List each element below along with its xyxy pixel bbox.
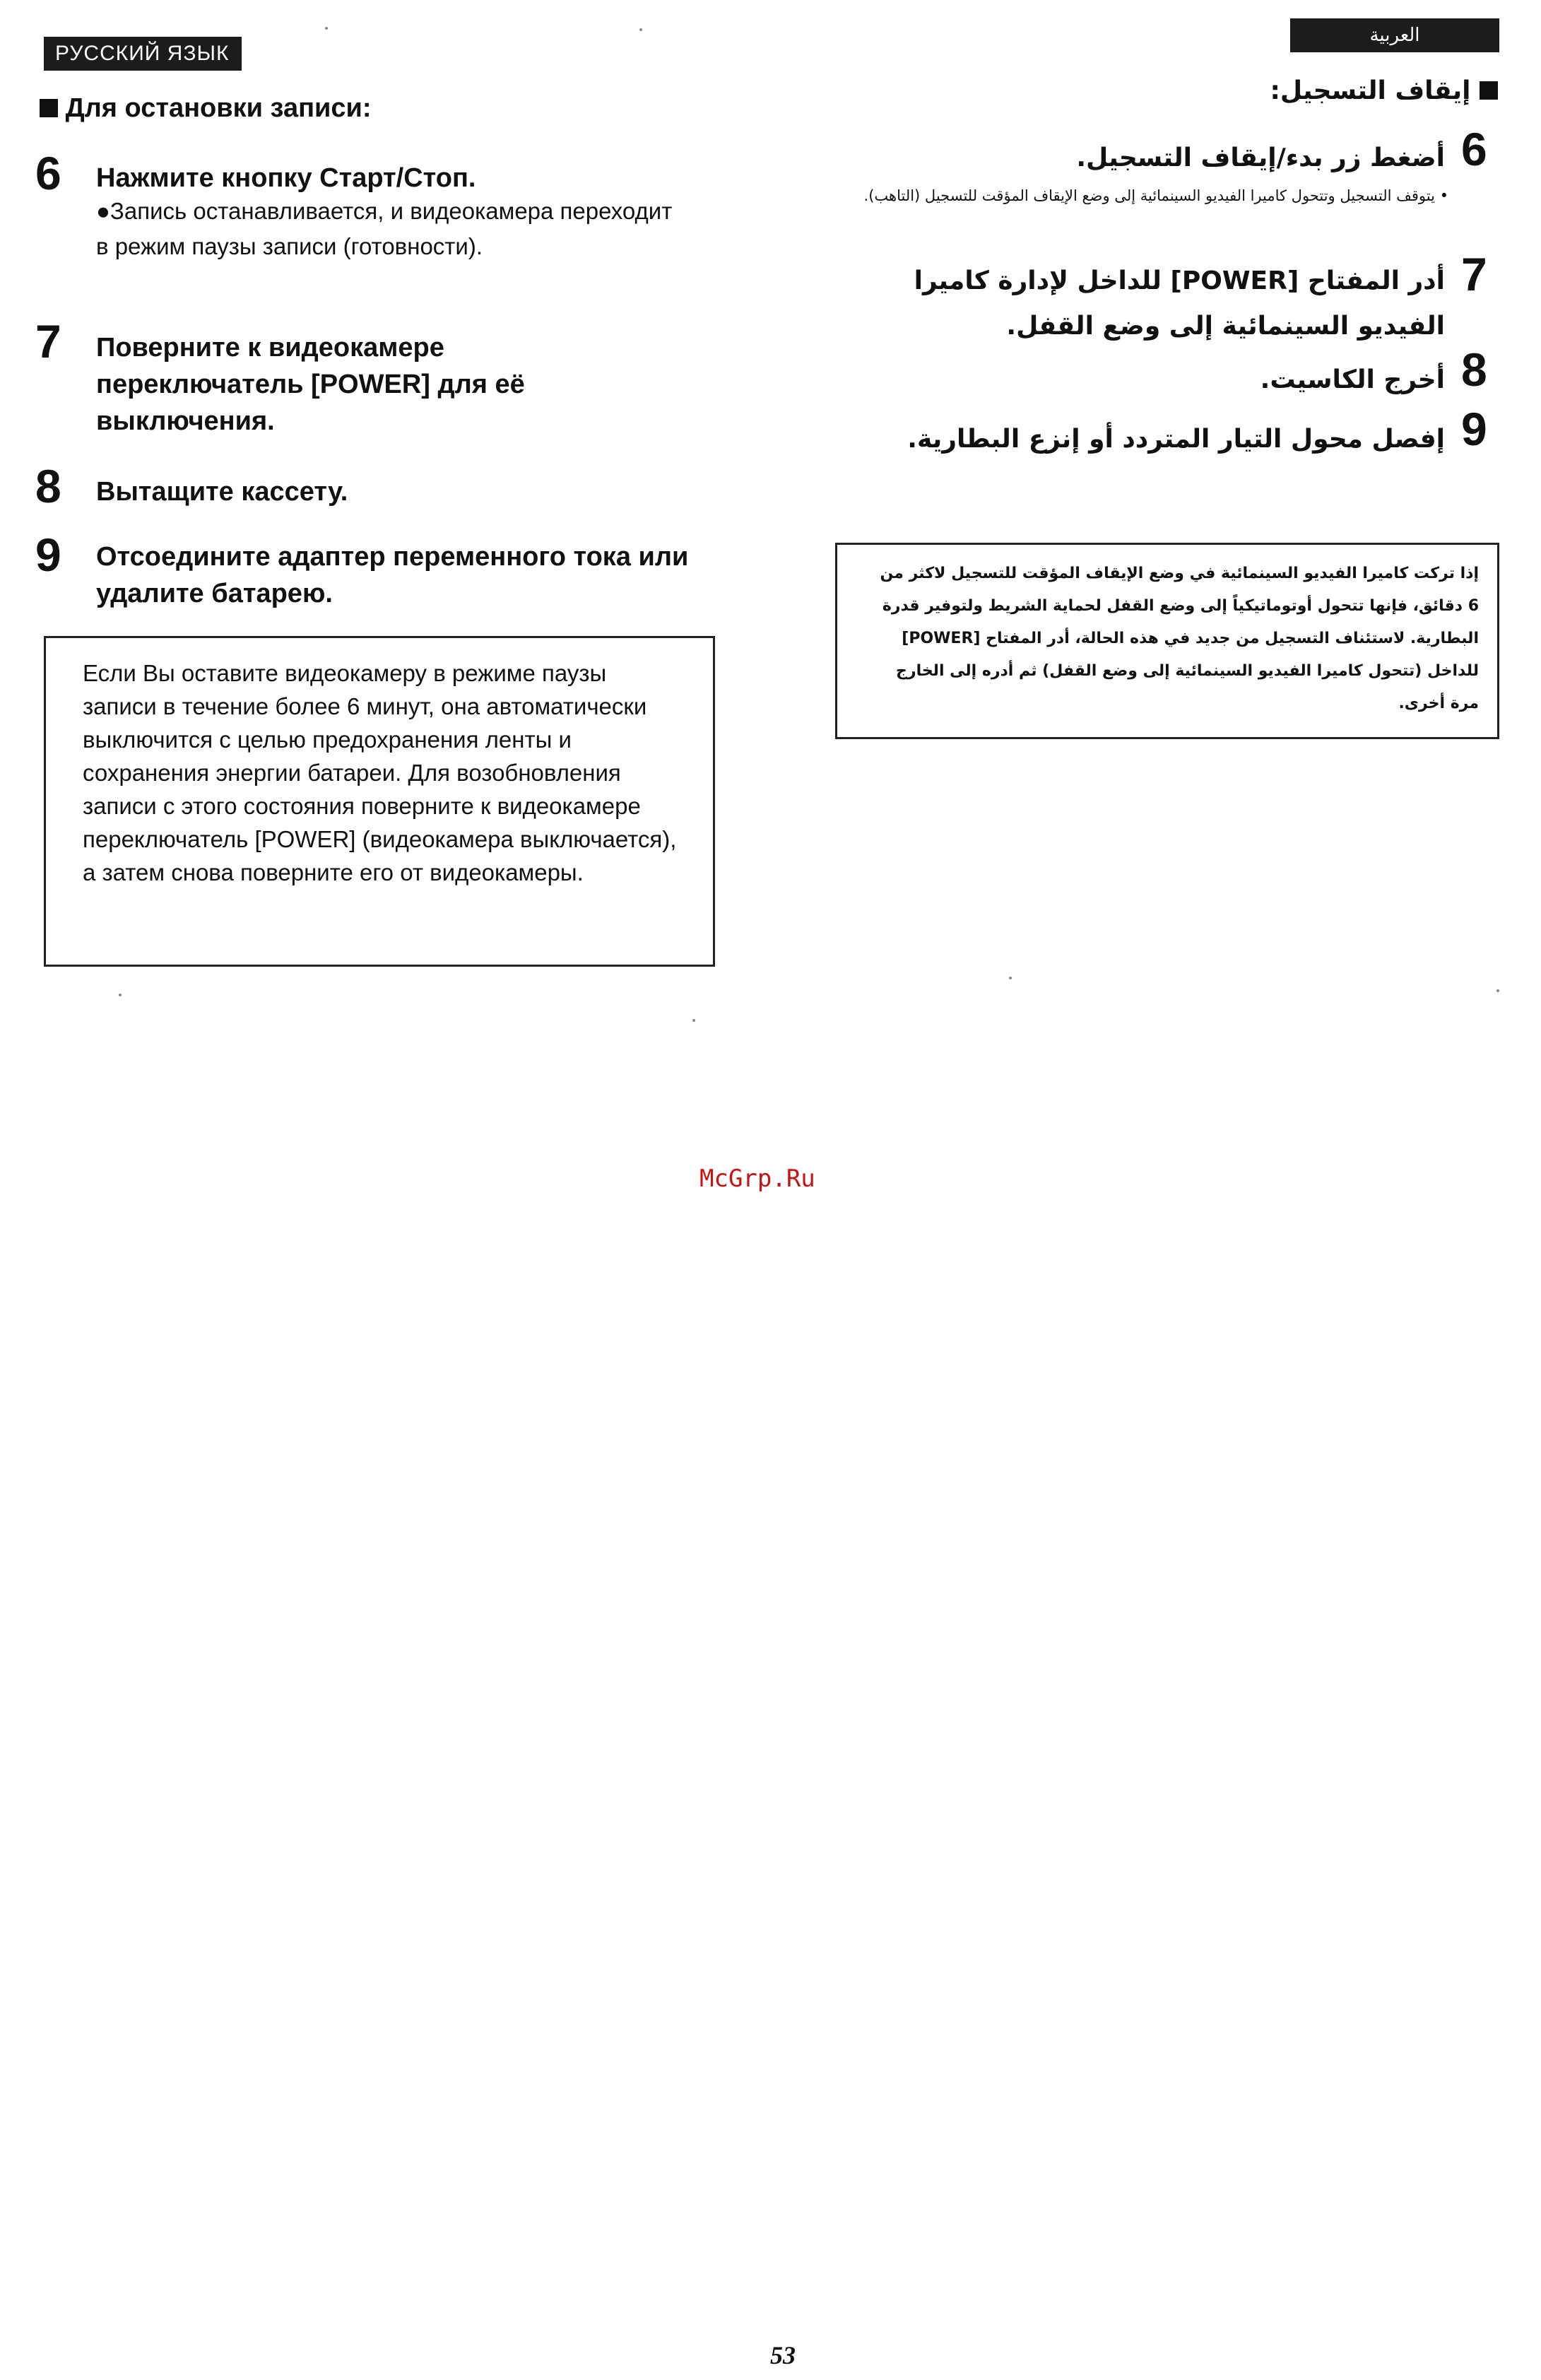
step-note-6: ●Запись останавливается, и видеокамера переходит в режим паузы записи (готовности).	[96, 198, 673, 259]
scan-speck	[639, 28, 642, 31]
step-title-7: Поверните к видеокамере переключатель [POWER] для её выключения.	[96, 333, 525, 436]
step-number-6: 6	[35, 147, 61, 199]
step-title-7-ar: أدر المفتاح [POWER] للداخل لإدارة كاميرا الفيديو السينمائية إلى وضع القفل.	[914, 266, 1445, 341]
step-title-9-ar: إفصل محول التيار المتردد أو إنزع البطارية.	[907, 425, 1445, 454]
page-number: 53	[770, 2341, 796, 2369]
step-title-8: Вытащите кассету.	[96, 477, 348, 507]
step-number-7: 7	[35, 315, 61, 367]
language-tab-arabic: العربية	[1290, 18, 1499, 52]
step-title-8-ar: أخرج الكاسيت.	[1260, 365, 1445, 394]
step-title-9: Отсоедините адаптер переменного тока или удалите батарею.	[96, 542, 689, 608]
section-title-russian	[40, 93, 372, 124]
square-bullet-icon	[40, 99, 58, 117]
scan-speck	[692, 1019, 695, 1022]
info-note-text: Если Вы оставите видеокамеру в режиме паузы записи в течение более 6 минут, она автоматически выключится с целью предохранения ленты и сохранения энергии батареи. Для возобновления записи с этого состояния поверните к видеокамере переключатель [POWER] (видеокамера выключается), а затем снова поверните его от видеокамеры.	[83, 660, 677, 885]
step-title-6-ar: أضغط زر بدء/إيقاف التسجيل.	[1076, 143, 1445, 172]
info-note-text-ar: إذا تركت كاميرا الفيديو السينمائية في وضع الإيقاف المؤقت للتسجيل لاكثر من 6 دقائق، فإنها تتحول أوتوماتيكياً إلى وضع القفل لحماية الشريط ولتوفير قدرة البطارية. لاستئناف التسجيل من جديد في هذه الحالة، أدر المفتاح [POWER] للداخل (تتحول كاميرا الفيديو السينمائية إلى وضع القفل) ثم أدره إلى الخارج مرة أخرى.	[880, 565, 1479, 712]
step-number-9: 9	[35, 529, 61, 581]
scan-speck	[1496, 989, 1499, 992]
section-title-arabic	[1201, 76, 1498, 105]
step-number-6-ar: 6	[1461, 123, 1487, 175]
section-title-text: Для остановки записи:	[65, 93, 372, 123]
scan-speck	[325, 27, 328, 30]
info-note-box-russian	[44, 636, 715, 967]
step-note-6-ar: • يتوقف التسجيل وتتحول كاميرا الفيديو السينمائية إلى وضع الإيقاف المؤقت للتسجيل (التاهب).	[863, 187, 1448, 204]
section-title-text: إيقاف التسجيل:	[1270, 76, 1471, 105]
scan-speck	[119, 994, 122, 996]
step-number-8-ar: 8	[1461, 343, 1487, 396]
scan-speck	[1009, 977, 1012, 979]
square-bullet-icon	[1480, 81, 1498, 100]
language-tab-russian: РУССКИЙ ЯЗЫК	[44, 37, 242, 71]
info-note-box-arabic	[835, 543, 1499, 739]
step-title-6: Нажмите кнопку Старт/Стоп.	[96, 163, 476, 193]
step-number-8: 8	[35, 460, 61, 512]
step-number-7-ar: 7	[1461, 248, 1487, 300]
watermark: McGrp.Ru	[699, 1165, 815, 1193]
step-number-9-ar: 9	[1461, 403, 1487, 455]
